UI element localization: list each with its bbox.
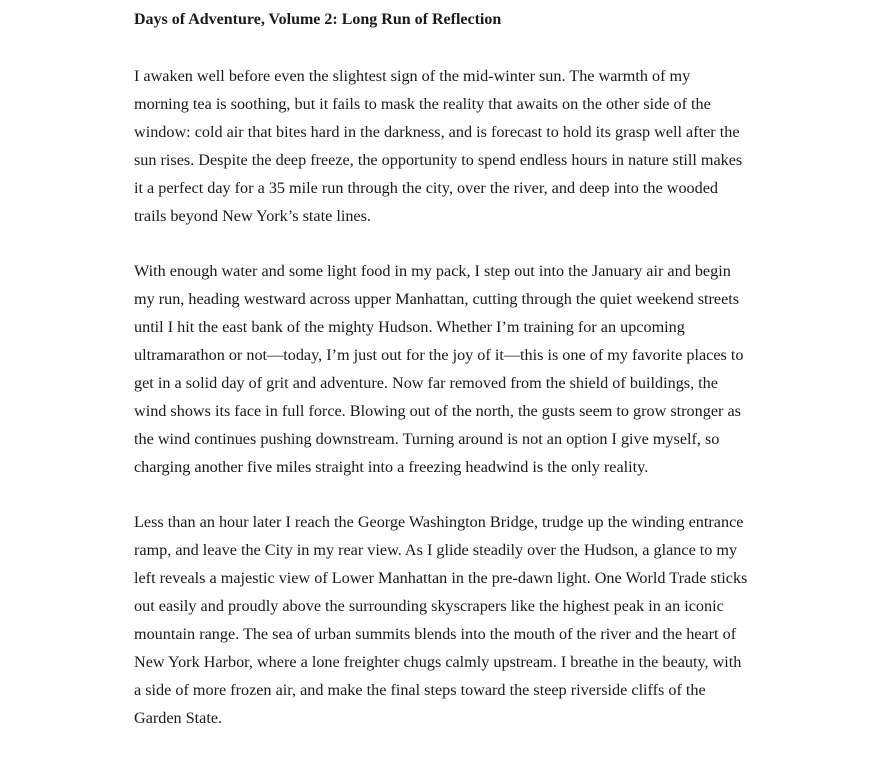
text-line: ultramarathon or not—today, I’m just out for the joy of it—this is one of my favorite places to [134, 346, 744, 364]
text-line: ramp, and leave the City in my rear view. As I glide steadily over the Hudson, a glance to my [134, 541, 738, 559]
text-line: New York Harbor, where a lone freighter chugs calmly upstream. I breathe in the beauty, with [134, 653, 742, 671]
text-line: mountain range. The sea of urban summits blends into the mouth of the river and the heart of [134, 625, 737, 643]
text-line: a side of more frozen air, and make the final steps toward the steep riverside cliffs of the [134, 681, 706, 699]
text-line: Less than an hour later I reach the George Washington Bridge, trudge up the winding entrance [134, 513, 744, 531]
text-line: get in a solid day of grit and adventure. Now far removed from the shield of buildings, the [134, 374, 718, 392]
article-title: Days of Adventure, Volume 2: Long Run of Reflection [134, 11, 502, 28]
text-line: Garden State. [134, 709, 223, 727]
text-line: morning tea is soothing, but it fails to mask the reality that awaits on the other side of the [134, 95, 711, 113]
text-line: I awaken well before even the slightest sign of the mid-winter sun. The warmth of my [134, 67, 691, 85]
article [134, 8, 784, 759]
text-line: With enough water and some light food in my pack, I step out into the January air and begin [134, 262, 731, 280]
text-line: charging another five miles straight into a freezing headwind is the only reality. [134, 458, 649, 476]
text-line: left reveals a majestic view of Lower Manhattan in the pre-dawn light. One World Trade sticks [134, 569, 748, 587]
paragraph-3 [134, 508, 784, 732]
text-line: wind shows its face in full force. Blowing out of the north, the gusts seem to grow stronger as [134, 402, 741, 420]
text-line: window: cold air that bites hard in the darkness, and is forecast to hold its grasp well after the [134, 123, 740, 141]
paragraph-2 [134, 257, 784, 481]
text-line: it a perfect day for a 35 mile run through the city, over the river, and deep into the wooded [134, 179, 718, 197]
text-line: trails beyond New York’s state lines. [134, 207, 371, 225]
paragraph-1 [134, 62, 784, 230]
text-line: until I hit the east bank of the mighty Hudson. Whether I’m training for an upcoming [134, 318, 685, 336]
text-line: the wind continues pushing downstream. Turning around is not an option I give myself, so [134, 430, 720, 448]
text-line: my run, heading westward across upper Manhattan, cutting through the quiet weekend streets [134, 290, 740, 308]
text-line: sun rises. Despite the deep freeze, the opportunity to spend endless hours in nature still makes [134, 151, 743, 169]
text-line: out easily and proudly above the surrounding skyscrapers like the highest peak in an iconic [134, 597, 724, 615]
